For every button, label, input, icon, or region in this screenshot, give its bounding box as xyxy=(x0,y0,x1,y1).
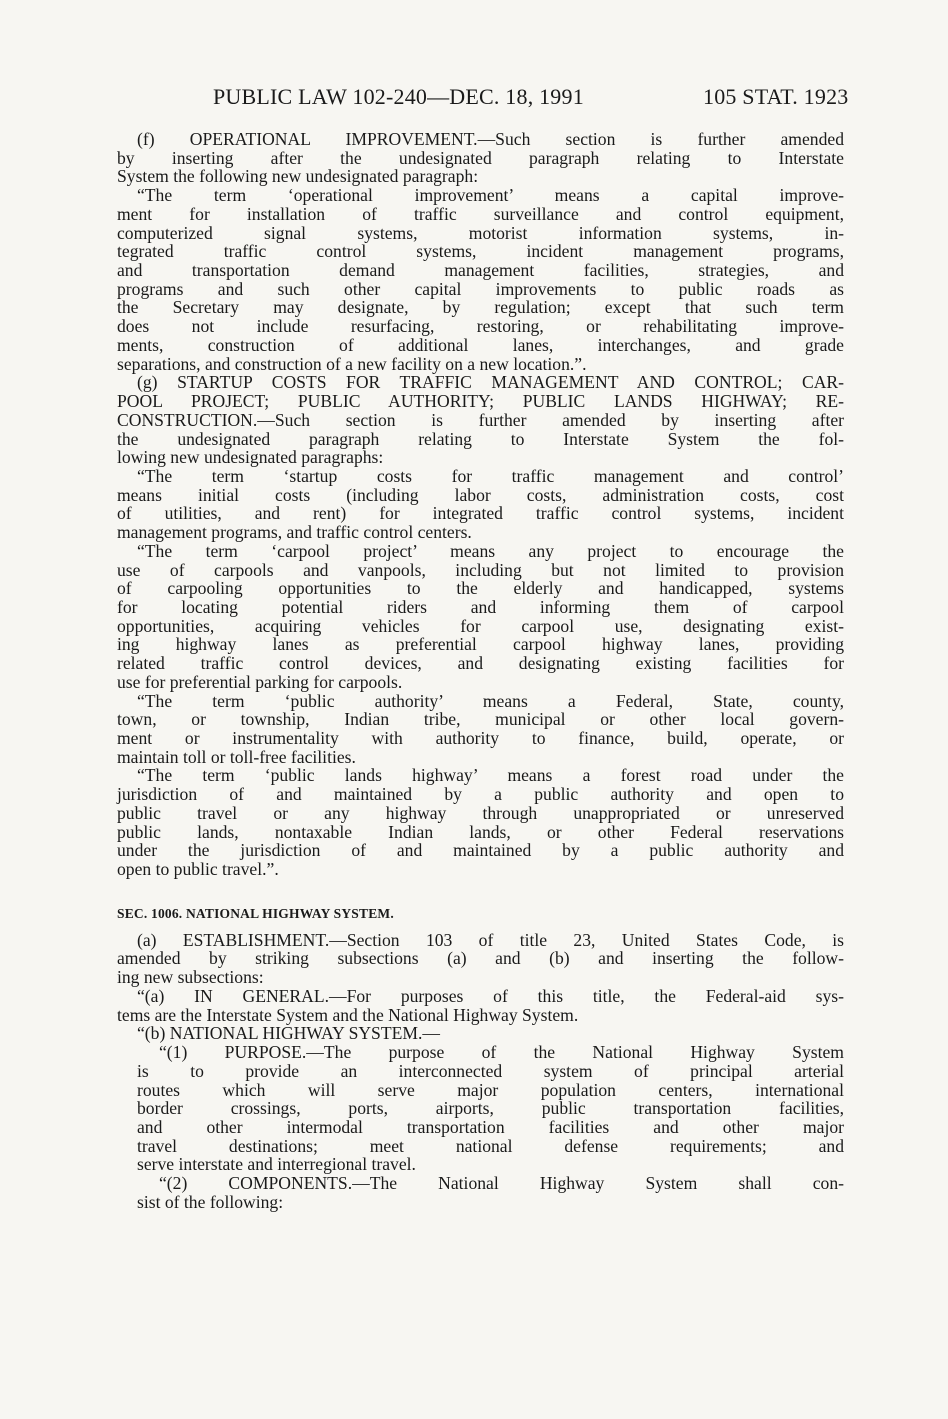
text-line: “The term ‘carpool project’ means any project to encourage the xyxy=(137,540,844,561)
paragraph xyxy=(117,1043,844,1174)
text-line: “(2) COMPONENTS.—The National Highway System shall con- xyxy=(159,1173,844,1194)
text-line: “(1) PURPOSE.—The purpose of the National Highway System xyxy=(159,1042,844,1063)
text-line: use for preferential parking for carpools. xyxy=(117,671,403,692)
text-line: jurisdiction of and maintained by a public authority and open to xyxy=(117,784,844,805)
text-line: (a) ESTABLISHMENT.—Section 103 of title 23, United States Code, is xyxy=(137,929,844,950)
text-line: ing highway lanes as preferential carpool highway lanes, providing xyxy=(117,634,844,655)
text-line: routes which will serve major population centers, international xyxy=(137,1079,844,1100)
text-line: ments, construction of additional lanes, interchanges, and grade xyxy=(117,334,844,355)
text-line: POOL PROJECT; PUBLIC AUTHORITY; PUBLIC LANDS HIGHWAY; RE- xyxy=(117,391,844,412)
running-header-title: PUBLIC LAW 102-240—DEC. 18, 1991 xyxy=(213,84,584,109)
document-body xyxy=(117,130,844,1212)
paragraph xyxy=(117,373,844,467)
paragraph xyxy=(117,1174,844,1211)
text-line: of utilities, and rent) for integrated traffic control systems, incident xyxy=(117,503,844,524)
text-line: opportunities, acquiring vehicles for carpool use, designating exist- xyxy=(117,615,844,636)
paragraph xyxy=(117,987,844,1024)
section-heading: SEC. 1006. NATIONAL HIGHWAY SYSTEM. xyxy=(117,905,394,921)
text-line: public lands, nontaxable Indian lands, or other Federal reservations xyxy=(117,821,844,842)
text-line: CONSTRUCTION.—Such section is further amended by inserting after xyxy=(117,409,844,430)
text-line: travel destinations; meet national defense requirements; and xyxy=(137,1135,844,1156)
text-line: (f) OPERATIONAL IMPROVEMENT.—Such section is further amended xyxy=(137,129,844,149)
page-number: 105 STAT. 1923 xyxy=(703,84,849,109)
text-line: border crossings, ports, airports, public transportation facilities, xyxy=(137,1098,844,1119)
text-line: System the following new undesignated paragraph: xyxy=(117,166,479,187)
text-line: under the jurisdiction of and maintained by a public authority and xyxy=(117,840,844,861)
text-line: “The term ‘operational improvement’ means a capital improve- xyxy=(137,185,844,206)
text-line: related traffic control devices, and designating existing facilities for xyxy=(117,653,844,674)
text-line: and transportation demand management facilities, strategies, and xyxy=(117,260,844,281)
text-line: tegrated traffic control systems, incident management programs, xyxy=(117,241,844,262)
text-line: ment or instrumentality with authority to finance, build, operate, or xyxy=(117,728,844,748)
text-line: (g) STARTUP COSTS FOR TRAFFIC MANAGEMENT AND CONTROL; CAR- xyxy=(137,372,844,393)
paragraph xyxy=(117,692,844,767)
text-line: tems are the Interstate System and the National Highway System. xyxy=(117,1004,579,1025)
text-line: separations, and construction of a new facility on a new location.”. xyxy=(117,353,587,374)
text-line: by inserting after the undesignated paragraph relating to Interstate xyxy=(117,147,844,168)
text-line: does not include resurfacing, restoring, or rehabilitating improve- xyxy=(117,316,844,337)
text-line: the undesignated paragraph relating to Interstate System the fol- xyxy=(117,428,844,449)
text-line: “The term ‘public authority’ means a Federal, State, county, xyxy=(137,690,844,711)
text-line: sist of the following: xyxy=(137,1191,284,1212)
text-line: “(b) NATIONAL HIGHWAY SYSTEM.— xyxy=(137,1023,440,1044)
text-line: lowing new undesignated paragraphs: xyxy=(117,447,384,468)
text-line: town, or township, Indian tribe, municipal or other local govern- xyxy=(117,709,844,730)
text-line: open to public travel.”. xyxy=(117,859,279,880)
text-line: of carpooling opportunities to the elderly and handicapped, systems xyxy=(117,578,844,599)
text-line: serve interstate and interregional travel. xyxy=(137,1154,416,1175)
text-line: means initial costs (including labor costs, administration costs, cost xyxy=(117,484,844,505)
paragraph xyxy=(117,542,844,692)
text-line: ment for installation of traffic surveillance and control equipment, xyxy=(117,203,844,224)
paragraph xyxy=(117,186,844,373)
text-line: management programs, and traffic control centers. xyxy=(117,522,472,543)
paragraph xyxy=(117,931,844,987)
text-line: and other intermodal transportation facilities and other major xyxy=(137,1116,844,1137)
paragraph xyxy=(117,1024,844,1043)
text-line: use of carpools and vanpools, including but not limited to provision xyxy=(117,559,844,580)
text-line: is to provide an interconnected system of principal arterial xyxy=(137,1060,844,1081)
text-line: computerized signal systems, motorist information systems, in- xyxy=(117,222,844,243)
text-line: public travel or any highway through unappropriated or unreserved xyxy=(117,802,844,823)
text-line: maintain toll or toll-free facilities. xyxy=(117,746,356,767)
text-line: “(a) IN GENERAL.—For purposes of this title, the Federal-aid sys- xyxy=(137,985,844,1006)
paragraph xyxy=(117,766,844,878)
text-line: for locating potential riders and informing them of carpool xyxy=(117,596,844,617)
text-line: “The term ‘startup costs for traffic management and control’ xyxy=(137,465,844,486)
text-line: “The term ‘public lands highway’ means a forest road under the xyxy=(137,765,844,786)
text-line: the Secretary may designate, by regulation; except that such term xyxy=(117,297,844,318)
text-line: programs and such other capital improvements to public roads as xyxy=(117,278,844,299)
text-line: ing new subsections: xyxy=(117,967,264,988)
paragraph xyxy=(117,467,844,542)
paragraph xyxy=(117,130,844,186)
text-line: amended by striking subsections (a) and (b) and inserting the follow- xyxy=(117,948,844,969)
